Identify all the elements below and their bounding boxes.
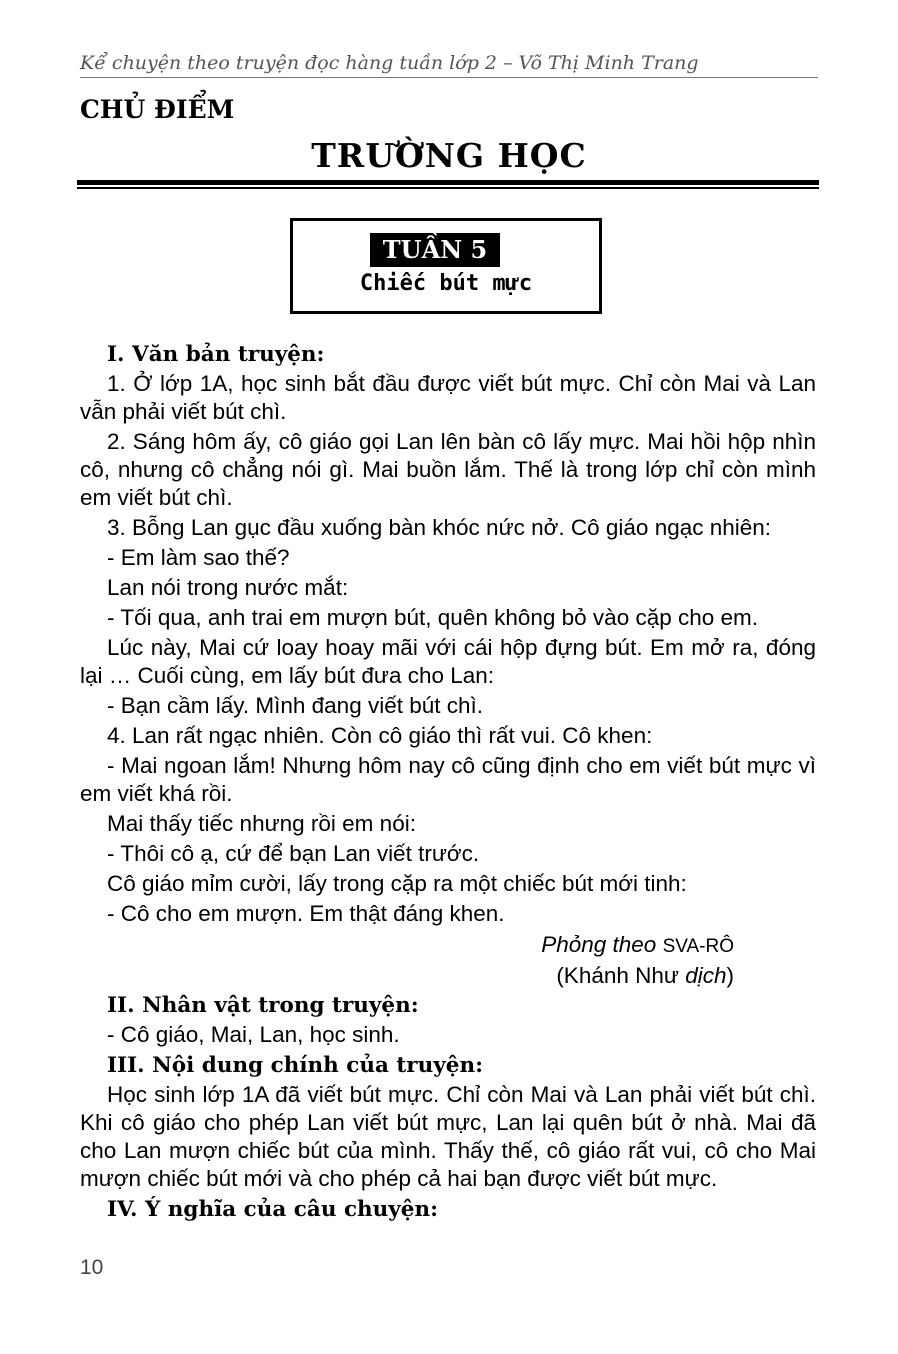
- week-box: [290, 218, 602, 314]
- dialogue-line: - Cô cho em mượn. Em thật đáng khen.: [107, 901, 505, 926]
- chapter-label: CHỦ ĐIỂM: [80, 95, 235, 124]
- week-label: TUẦN 5: [370, 233, 500, 267]
- translator-name: (Khánh Như: [556, 963, 679, 988]
- translator-line: [80, 961, 816, 990]
- section-heading-summary: III. Nội dung chính của truyện:: [107, 1053, 484, 1078]
- title-rule-thin: [77, 187, 819, 189]
- translator-role: dịch: [685, 963, 727, 988]
- dialogue-line: - Mai ngoan lắm! Nhưng hôm nay cô cũng định cho em viết bút mực vì em viết khá rồi.: [80, 753, 816, 806]
- dialogue-line: - Em làm sao thế?: [107, 545, 290, 570]
- paragraph: Cô giáo mỉm cười, lấy trong cặp ra một chiếc bút mới tinh:: [107, 871, 687, 896]
- story-title: Chiếc bút mực: [359, 271, 533, 296]
- paragraph: Lan nói trong nước mắt:: [107, 575, 349, 600]
- source-author: SVA-RÔ: [662, 936, 734, 957]
- running-header: Kể chuyện theo truyện đọc hàng tuần lớp 2 – Võ Thị Minh Trang: [80, 52, 818, 78]
- translator-close: ): [726, 963, 734, 988]
- paragraph: 3. Bỗng Lan gục đầu xuống bàn khóc nức nở. Cô giáo ngạc nhiên:: [107, 515, 772, 540]
- title-rule-thick: [77, 180, 819, 185]
- section-heading-characters: II. Nhân vật trong truyện:: [107, 993, 419, 1018]
- paragraph: 4. Lan rất ngạc nhiên. Còn cô giáo thì rất vui. Cô khen:: [107, 723, 653, 748]
- section-heading-meaning: IV. Ý nghĩa của câu chuyện:: [107, 1197, 439, 1222]
- source-prefix: Phỏng theo: [541, 932, 657, 957]
- dialogue-line: - Bạn cầm lấy. Mình đang viết bút chì.: [107, 693, 484, 718]
- dialogue-line: - Tối qua, anh trai em mượn bút, quên không bỏ vào cặp cho em.: [107, 605, 759, 630]
- dialogue-line: - Thôi cô ạ, cứ để bạn Lan viết trước.: [107, 841, 480, 866]
- paragraph: 1. Ở lớp 1A, học sinh bắt đầu được viết bút mực. Chỉ còn Mai và Lan vẫn phải viết bút chì.: [80, 371, 816, 424]
- source-line: [80, 930, 816, 961]
- body-text: [80, 340, 816, 1225]
- summary-paragraph: Học sinh lớp 1A đã viết bút mực. Chỉ còn Mai và Lan phải viết bút chì. Khi cô giáo cho phép Lan viết bút mực, Lan lại quên bút ở nhà. Mai đã cho Lan mượn chiếc bút của mình. Thấy thế, cô giáo rất vui, cô cho Mai mượn chiếc bút mới và cho phép cả hai bạn được viết bút mực.: [80, 1082, 816, 1191]
- paragraph: 2. Sáng hôm ấy, cô giáo gọi Lan lên bàn cô lấy mực. Mai hồi hộp nhìn cô, nhưng cô chẳng nói gì. Mai buồn lắm. Thế là trong lớp chỉ còn mình em viết bút chì.: [80, 429, 816, 510]
- paragraph: Lúc này, Mai cứ loay hoay mãi với cái hộp đựng bút. Em mở ra, đóng lại … Cuối cùng, em lấy bút đưa cho Lan:: [80, 635, 816, 688]
- theme-title: TRƯỜNG HỌC: [311, 136, 587, 175]
- paragraph: Mai thấy tiếc nhưng rồi em nói:: [107, 811, 416, 836]
- section-heading-text: I. Văn bản truyện:: [107, 342, 325, 367]
- characters-list: - Cô giáo, Mai, Lan, học sinh.: [107, 1022, 400, 1047]
- page-number: 10: [80, 1256, 104, 1279]
